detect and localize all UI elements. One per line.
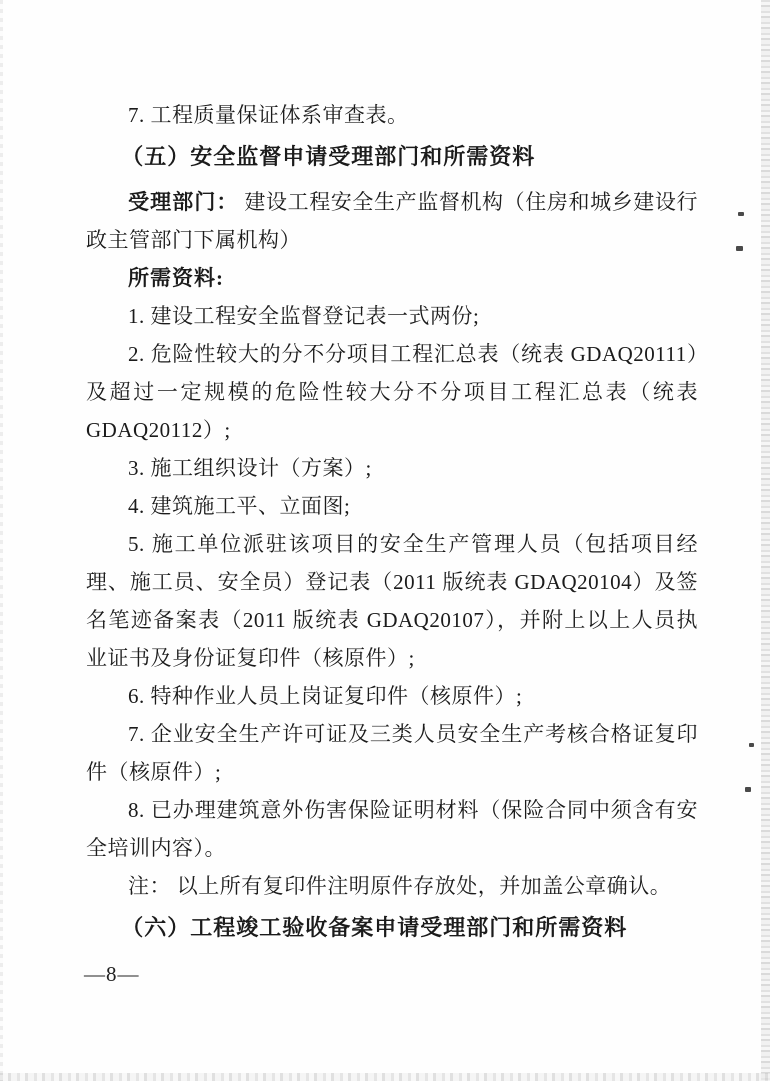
scan-speck: [738, 212, 744, 216]
required-item-4: 4. 建筑施工平、立面图;: [128, 494, 351, 518]
accepting-department: 受理部门： 建设工程安全生产监督机构（住房和城乡建设行政主管部门下属机构）: [86, 190, 699, 252]
required-item-2: 2. 危险性较大的分不分项目工程汇总表（统表 GDAQ20111）及超过一定规模的危险性较大分不分项目工程汇总表（统表 GDAQ20112）;: [86, 342, 698, 442]
item-7-quality-assurance: 7. 工程质量保证体系审查表。: [128, 103, 409, 127]
note-line: 注： 以上所有复印件注明原件存放处，并加盖公章确认。: [128, 874, 672, 898]
required-item-1: 1. 建设工程安全监督登记表一式两份;: [128, 304, 480, 328]
scan-speck: [745, 787, 751, 792]
required-item-6: 6. 特种作业人员上岗证复印件（核原件）;: [128, 684, 523, 708]
required-item-5: 5. 施工单位派驻该项目的安全生产管理人员（包括项目经理、施工员、安全员）登记表（2011 版统表 GDAQ20104）及签名笔迹备案表（2011 版统表 GDAQ20107），并附上以上人员执业证书及身份证复印件（核原件）;: [86, 532, 698, 670]
document-body: [86, 96, 698, 954]
scan-edge-noise-left: [0, 0, 3, 1081]
scan-speck: [749, 743, 754, 747]
section-6-heading: （六）工程竣工验收备案申请受理部门和所需资料: [121, 915, 628, 940]
section-5-heading: （五）安全监督申请受理部门和所需资料: [121, 144, 536, 169]
required-item-8: 8. 已办理建筑意外伤害保险证明材料（保险合同中须含有安全培训内容）。: [86, 798, 698, 860]
required-item-7: 7. 企业安全生产许可证及三类人员安全生产考核合格证复印件（核原件）;: [86, 722, 698, 784]
scan-edge-noise-right: [761, 0, 770, 1081]
page-number: —8—: [84, 962, 140, 986]
scan-speck: [736, 246, 743, 251]
required-item-3: 3. 施工组织设计（方案）;: [128, 456, 372, 480]
accepting-department-lead: 受理部门：: [128, 190, 239, 214]
scan-edge-noise-bottom: [0, 1073, 770, 1081]
note-line-lead: 注：: [128, 874, 171, 898]
required-materials-label: 所需资料:: [128, 266, 224, 290]
